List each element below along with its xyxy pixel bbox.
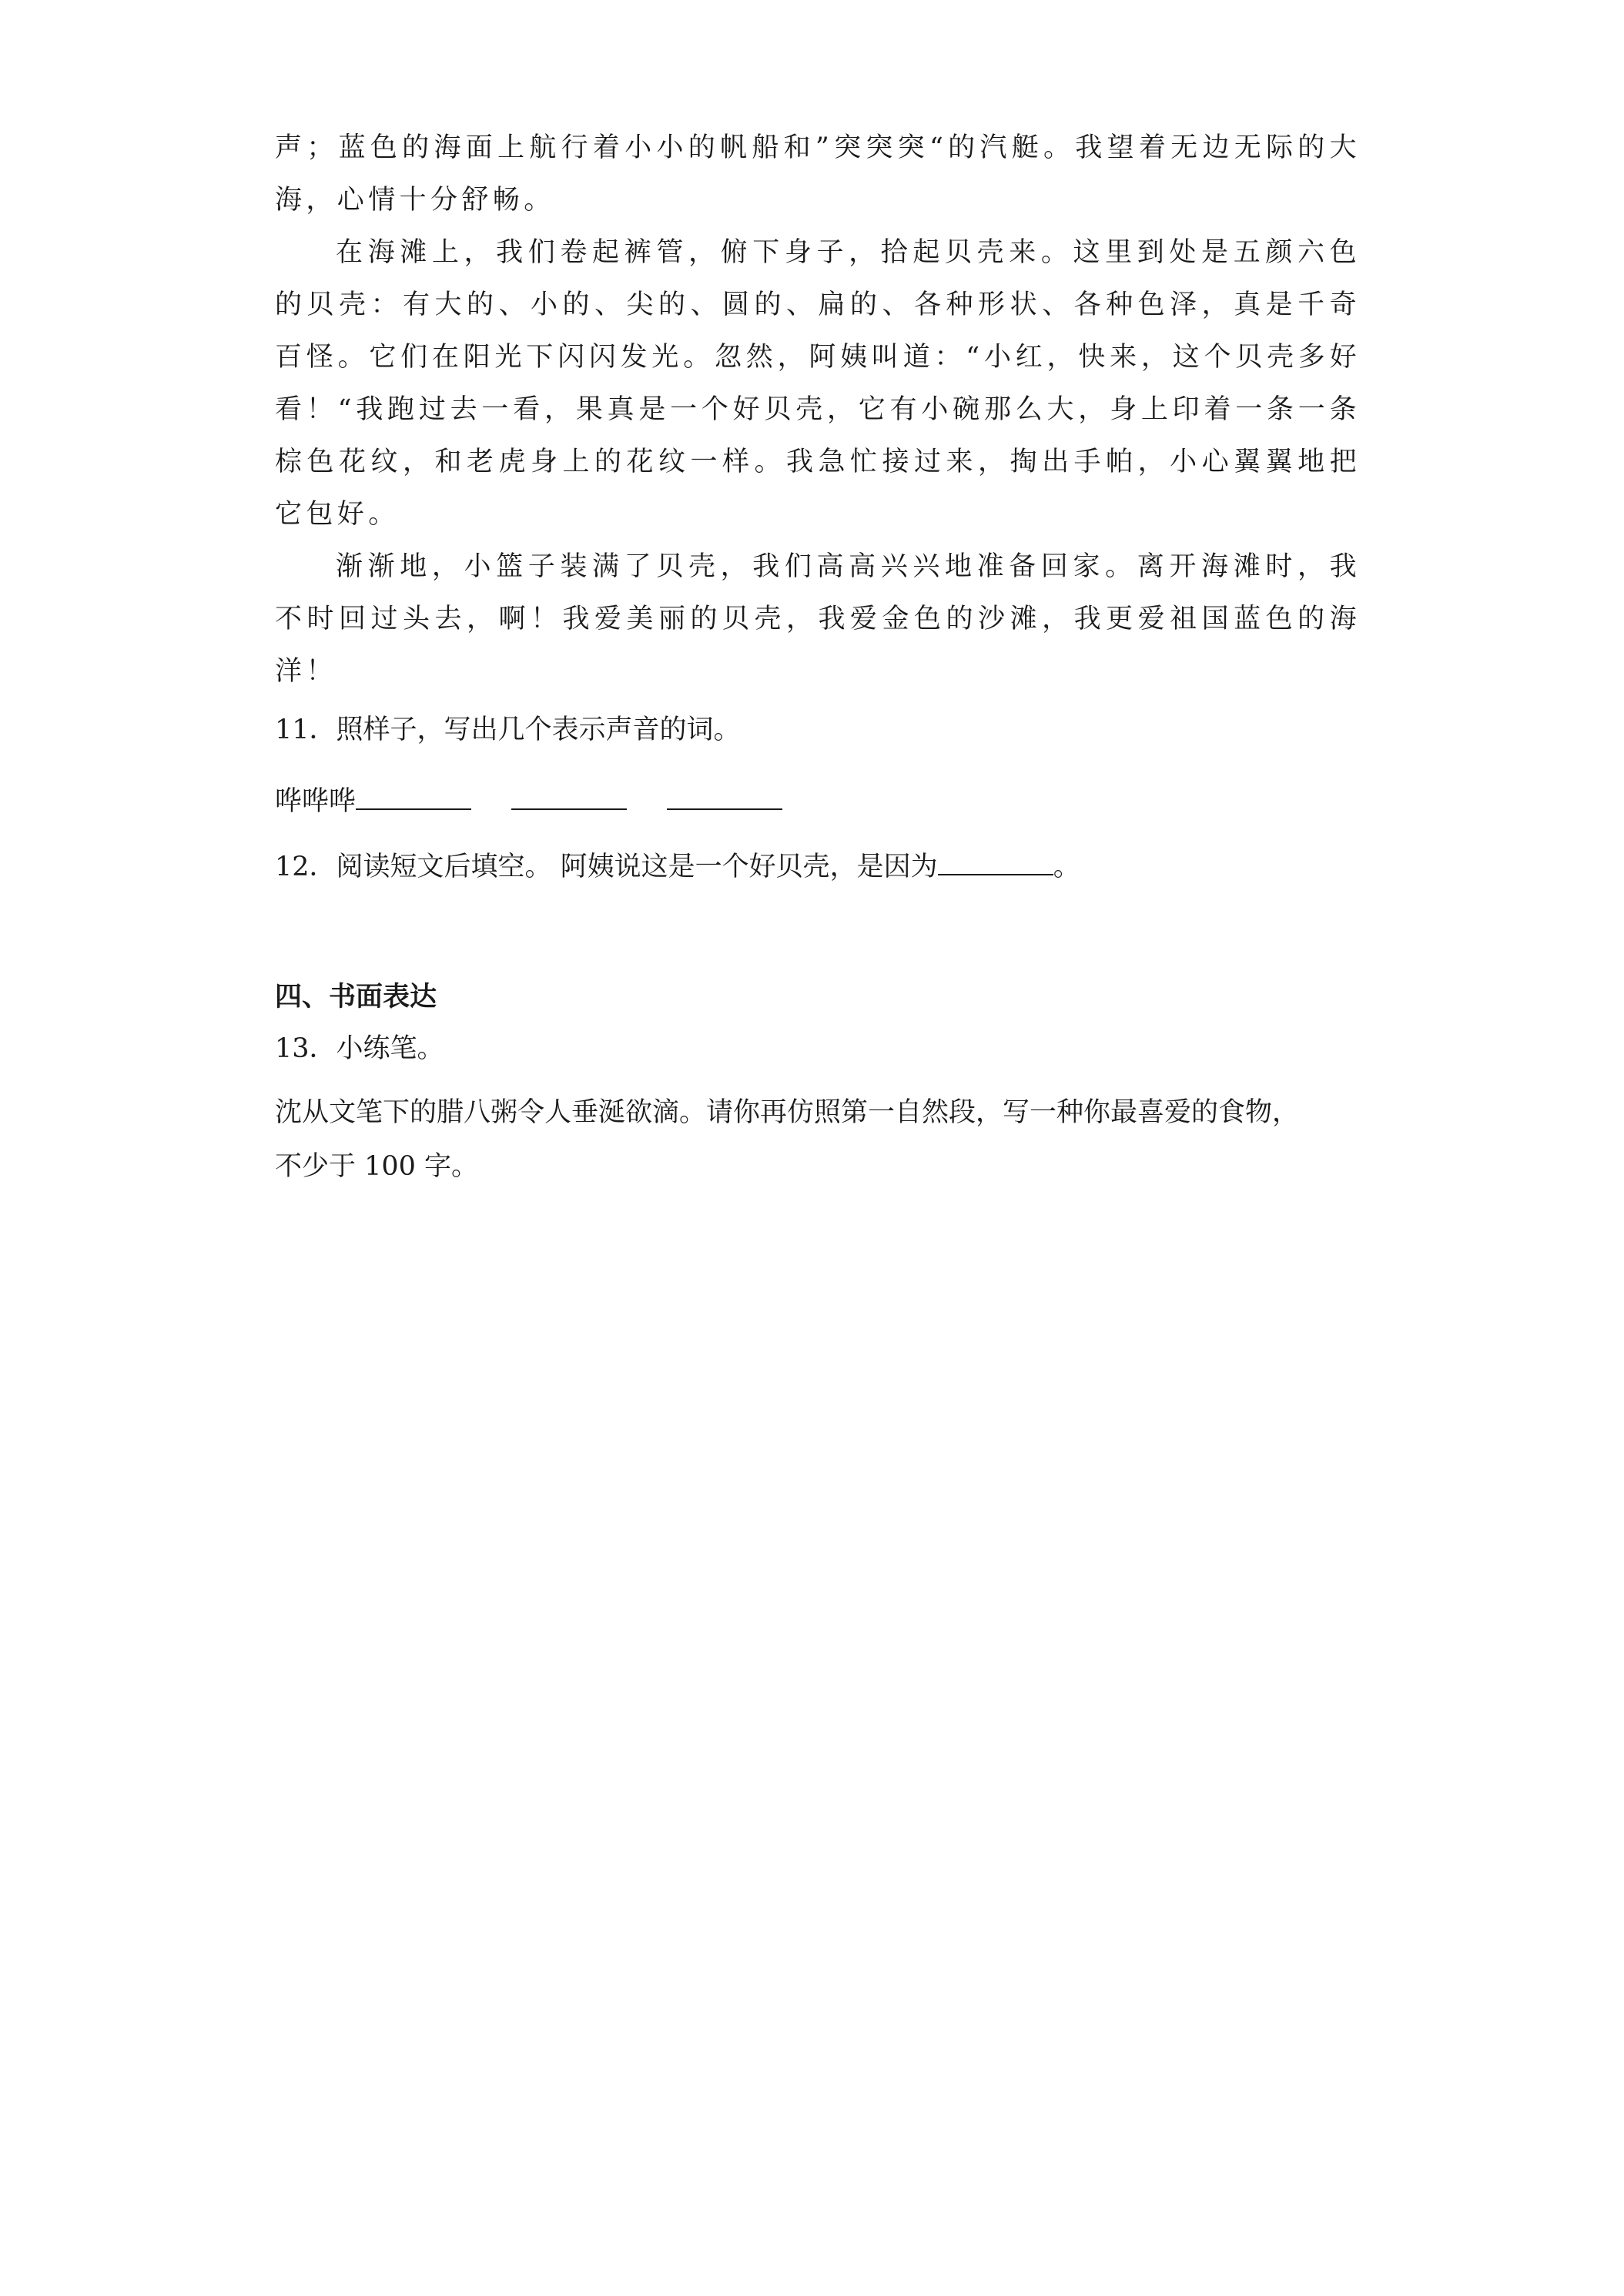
- question-11-answer-row: [275, 784, 782, 817]
- section-heading: 四、书面表达: [275, 981, 437, 1012]
- question-12: [275, 849, 1080, 882]
- passage-paragraph-3: 渐渐地，小篮子装满了贝壳，我们高高兴兴地准备回家。离开海滩时，我不时回过头去，啊！我爱美丽的贝壳，我爱金色的沙滩，我更爱祖国蓝色的海洋！: [275, 551, 1361, 687]
- answer-blank-2[interactable]: [511, 784, 627, 810]
- passage-paragraph-1: 声；蓝色的海面上航行着小小的帆船和”突突突“的汽艇。我望着无边无际的大海，心情十分舒畅。: [275, 132, 1361, 216]
- writing-prompt: [275, 1086, 1361, 1193]
- question-12-end: 。: [1053, 852, 1080, 882]
- question-11: [275, 715, 741, 745]
- question-11-example: 哗哗哗: [275, 786, 357, 817]
- answer-blank-4[interactable]: [938, 849, 1053, 875]
- writing-prompt-line-2: 不少于 100 字。: [275, 1151, 479, 1182]
- reading-passage: [275, 122, 1361, 698]
- question-11-text: 照样子，写出几个表示声音的词。: [336, 715, 741, 745]
- answer-blank-3[interactable]: [667, 784, 782, 810]
- question-13-number: 13．: [275, 1033, 337, 1064]
- passage-paragraph-2: 在海滩上，我们卷起裤管，俯下身子，拾起贝壳来。这里到处是五颜六色的贝壳：有大的、小的、尖的、圆的、扁的、各种形状、各种色泽，真是千奇百怪。它们在阳光下闪闪发光。忽然，阿姨叫道：“小红，快来，这个贝壳多好看！“我跑过去一看，果真是一个好贝壳，它有小碗那么大，身上印着一条一条棕色花纹，和老虎身上的花纹一样。我急忙接过来，掏出手帕，小心翼翼地把它包好。: [275, 237, 1361, 530]
- writing-prompt-line-1: 沈从文笔下的腊八粥令人垂涎欲滴。请你再仿照第一自然段，写一种你最喜爱的食物，: [275, 1097, 1300, 1128]
- question-12-text: 阅读短文后填空。 阿姨说这是一个好贝壳，是因为: [336, 852, 938, 882]
- question-11-number: 11．: [275, 715, 337, 745]
- question-13: [275, 1033, 444, 1064]
- answer-blank-1[interactable]: [356, 784, 471, 810]
- question-12-number: 12．: [275, 852, 337, 882]
- question-13-text: 小练笔。: [336, 1033, 444, 1064]
